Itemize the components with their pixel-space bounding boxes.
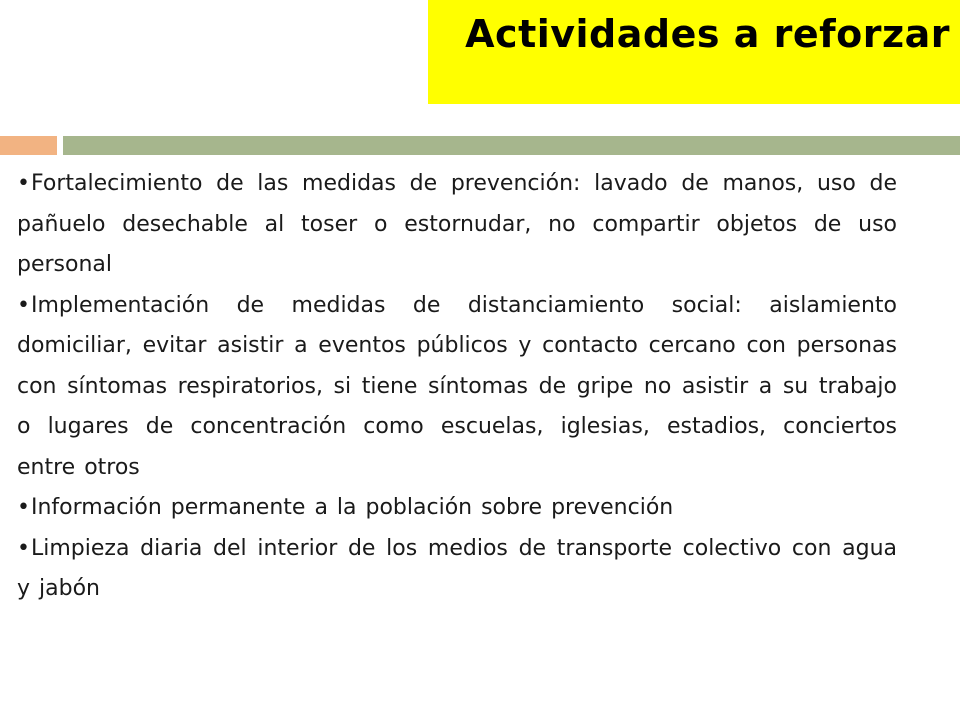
bullet-item: [17, 529, 897, 610]
title-box: [428, 0, 960, 104]
bullet-marker: •: [17, 292, 30, 318]
bullet-marker: •: [17, 535, 30, 561]
bullet-item: [17, 164, 897, 286]
bullet-text: Información permanente a la población sobre prevención: [30, 495, 674, 520]
bullet-marker: •: [17, 495, 30, 520]
bullet-list: [17, 164, 897, 610]
bullet-item: [17, 286, 897, 489]
slide-title: Actividades a reforzar: [465, 12, 950, 56]
bullet-text: Fortalecimiento de las medidas de prevención: lavado de manos, uso de pañuelo desechable al toser o estornudar, no compartir objetos de uso personal: [17, 171, 897, 277]
accent-bar-left: [0, 136, 57, 155]
bullet-text: Limpieza diaria del interior de los medios de transporte colectivo con agua y jabón: [17, 535, 897, 601]
bullet-marker: •: [17, 171, 30, 196]
accent-bar-right: [63, 136, 960, 155]
bullet-item: [17, 488, 897, 529]
bullet-text: Implementación de medidas de distanciamiento social: aislamiento domiciliar, evitar asistir a eventos públicos y contacto cercano con personas con síntomas respiratorios, si tiene síntomas de gripe no asistir a su trabajo o lugares de concentración como escuelas, iglesias, estadios, conciertos entre otros: [17, 292, 897, 480]
